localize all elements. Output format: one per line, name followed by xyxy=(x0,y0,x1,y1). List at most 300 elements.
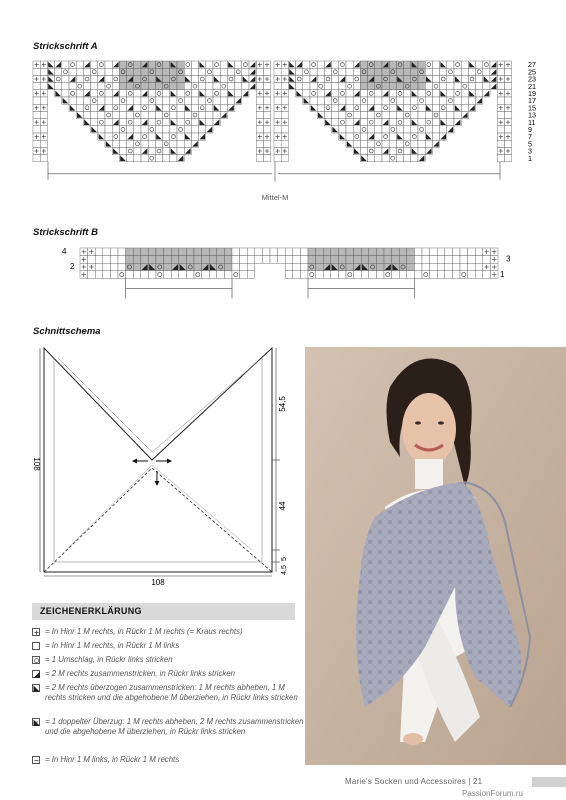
chart-cell xyxy=(454,97,461,104)
chart-cell xyxy=(476,75,483,82)
chart-cell xyxy=(353,126,360,133)
chart-cell xyxy=(339,97,346,104)
chart-cell xyxy=(396,126,403,133)
chart-cell xyxy=(83,68,90,75)
chart-cell xyxy=(170,111,177,118)
chart-cell xyxy=(184,61,191,68)
chart-cell xyxy=(76,75,83,82)
chart-cell xyxy=(437,271,445,279)
chart-cell xyxy=(360,119,367,126)
chart-cell xyxy=(227,97,234,104)
chart-cell xyxy=(177,90,184,97)
double-decrease-box-icon xyxy=(32,718,40,726)
chart-cell xyxy=(163,140,170,147)
chart-cell xyxy=(425,97,432,104)
chart-cell xyxy=(332,68,339,75)
chart-cell xyxy=(324,111,331,118)
chart-cell xyxy=(199,68,206,75)
chart-cell xyxy=(206,104,213,111)
chart-cell xyxy=(134,126,141,133)
chart-cell xyxy=(263,111,270,118)
chart-cell xyxy=(91,75,98,82)
chart-cell xyxy=(202,248,210,256)
chart-cell xyxy=(418,68,425,75)
chart-cell xyxy=(407,248,415,256)
chart-cell xyxy=(460,271,468,279)
chart-cell xyxy=(141,140,148,147)
chart-cell xyxy=(324,68,331,75)
chart-cell xyxy=(316,271,324,279)
chart-cell xyxy=(127,97,134,104)
chart-cell xyxy=(127,119,134,126)
chart-cell xyxy=(468,75,475,82)
chart-cell xyxy=(184,68,191,75)
schema-dim-right-bottom: 4,5 xyxy=(281,565,288,575)
chart-cell xyxy=(209,256,217,264)
chart-cell xyxy=(346,90,353,97)
chart-cell xyxy=(411,97,418,104)
plus-box-icon xyxy=(32,628,40,636)
chart-cell xyxy=(232,248,240,256)
chart-cell xyxy=(461,68,468,75)
chart-cell xyxy=(497,155,504,162)
chart-cell xyxy=(396,140,403,147)
chart-cell xyxy=(184,90,191,97)
chart-cell xyxy=(376,248,384,256)
arrow-down-icon xyxy=(155,471,160,486)
chart-cell xyxy=(310,83,317,90)
chart-cell xyxy=(170,104,177,111)
chart-cell xyxy=(411,83,418,90)
chart-cell xyxy=(202,256,210,264)
chart-cell xyxy=(389,68,396,75)
schema-inner-border-3 xyxy=(66,465,252,550)
chart-cell xyxy=(369,263,377,271)
schema-dim-left: 108 xyxy=(32,457,41,471)
chart-cell xyxy=(127,68,134,75)
chart-cell xyxy=(310,90,317,97)
chart-cell xyxy=(170,83,177,90)
chart-cell xyxy=(332,75,339,82)
chart-cell xyxy=(310,97,317,104)
legend-item-text: = 2 M rechts zusammenstricken, in Rückr links stricken xyxy=(45,669,235,678)
chart-cell xyxy=(468,83,475,90)
chart-cell xyxy=(148,271,156,279)
chart-cell xyxy=(179,271,187,279)
left-triangle-box-icon xyxy=(32,684,40,692)
chart-cell xyxy=(91,68,98,75)
chart-cell xyxy=(407,256,415,264)
chart-cell xyxy=(184,83,191,90)
chart-cell xyxy=(422,271,430,279)
chart-cell xyxy=(411,140,418,147)
chart-cell xyxy=(191,126,198,133)
chart-cell xyxy=(98,119,105,126)
chart-cell xyxy=(40,155,47,162)
chart-cell xyxy=(170,75,177,82)
chart-cell xyxy=(432,75,439,82)
row-number: 15 xyxy=(528,103,536,113)
chart-cell xyxy=(316,248,324,256)
chart-cell xyxy=(148,155,155,162)
schema-inner-border-2 xyxy=(54,358,262,562)
chart-cell xyxy=(112,83,119,90)
chart-cell xyxy=(76,90,83,97)
chart-cell xyxy=(346,271,354,279)
chart-cell xyxy=(206,97,213,104)
chart-cell xyxy=(62,75,69,82)
chart-cell xyxy=(382,140,389,147)
chart-cell xyxy=(396,111,403,118)
chart-cell xyxy=(425,111,432,118)
chart-cell xyxy=(133,271,141,279)
chart-cell xyxy=(392,256,400,264)
row-number: 1 xyxy=(528,153,532,163)
chart-cell xyxy=(360,140,367,147)
chart-cell xyxy=(323,256,331,264)
chart-cell xyxy=(432,97,439,104)
chart-cell xyxy=(170,68,177,75)
chart-cell xyxy=(483,271,491,279)
chart-cell xyxy=(293,256,301,264)
chart-cell xyxy=(346,119,353,126)
chart-cell xyxy=(368,61,375,68)
chart-cell xyxy=(461,83,468,90)
chart-cell xyxy=(105,75,112,82)
chart-cell xyxy=(155,90,162,97)
chart-cell xyxy=(156,263,164,271)
chart-cell xyxy=(134,155,141,162)
chart-cell xyxy=(354,248,362,256)
chart-cell xyxy=(384,248,392,256)
chart-cell xyxy=(148,126,155,133)
chart-cell xyxy=(235,90,242,97)
chart-cell xyxy=(411,126,418,133)
chart-cell xyxy=(256,111,263,118)
chart-cell xyxy=(177,61,184,68)
chart-cell xyxy=(163,61,170,68)
chart-cell xyxy=(206,111,213,118)
chart-cell xyxy=(346,256,354,264)
chart-cell xyxy=(368,126,375,133)
chart-cell xyxy=(468,97,475,104)
chart-cell xyxy=(418,75,425,82)
chart-cell xyxy=(240,271,248,279)
chart-cell xyxy=(148,68,155,75)
chart-cell xyxy=(148,104,155,111)
chart-cell xyxy=(177,97,184,104)
chart-cell xyxy=(369,256,377,264)
chart-cell xyxy=(440,126,447,133)
chart-cell xyxy=(206,68,213,75)
chart-cell xyxy=(134,97,141,104)
chart-cell xyxy=(346,83,353,90)
chart-cell xyxy=(504,97,511,104)
chart-cell xyxy=(418,97,425,104)
chart-cell xyxy=(430,248,438,256)
chart-cell xyxy=(141,75,148,82)
chart-cell xyxy=(418,83,425,90)
chart-cell xyxy=(461,97,468,104)
chart-cell xyxy=(127,83,134,90)
chart-cell xyxy=(354,271,362,279)
chart-cell xyxy=(95,263,103,271)
chart-cell xyxy=(105,90,112,97)
chart-cell xyxy=(404,133,411,140)
chart-cell xyxy=(338,248,346,256)
chart-cell xyxy=(293,263,301,271)
row-number: 17 xyxy=(528,96,536,106)
chart-cell xyxy=(296,83,303,90)
chart-cell xyxy=(191,83,198,90)
minus-box-icon xyxy=(32,756,40,764)
chart-cell xyxy=(119,97,126,104)
chart-cell xyxy=(112,68,119,75)
chart-cell xyxy=(360,133,367,140)
chart-cell xyxy=(404,104,411,111)
chart-cell xyxy=(119,61,126,68)
chart-cell xyxy=(91,119,98,126)
chart-cell xyxy=(69,97,76,104)
chart-cell xyxy=(447,75,454,82)
chart-cell xyxy=(468,271,476,279)
chart-cell xyxy=(141,248,149,256)
chart-cell xyxy=(316,263,324,271)
chart-cell xyxy=(454,68,461,75)
chart-cell xyxy=(98,83,105,90)
chart-cell xyxy=(375,147,382,154)
chart-cell xyxy=(220,90,227,97)
chart-cell xyxy=(497,97,504,104)
chart-cell xyxy=(376,271,384,279)
chart-cell xyxy=(105,61,112,68)
center-stitch-label: Mittel-M xyxy=(261,192,289,202)
chart-cell xyxy=(281,111,288,118)
chart-cell xyxy=(155,83,162,90)
chart-cell xyxy=(368,140,375,147)
chart-cell xyxy=(308,248,316,256)
chart-cell xyxy=(242,61,249,68)
chart-cell xyxy=(33,97,40,104)
chart-cell xyxy=(332,119,339,126)
chart-cell xyxy=(316,256,324,264)
chart-cell xyxy=(414,271,422,279)
chart-cell xyxy=(206,61,213,68)
chart-cell xyxy=(281,68,288,75)
chart-cell xyxy=(171,248,179,256)
chart-cell xyxy=(483,68,490,75)
chart-cell xyxy=(155,61,162,68)
chart-cell xyxy=(430,271,438,279)
chart-cell xyxy=(497,83,504,90)
chart-cell xyxy=(353,83,360,90)
chart-cell xyxy=(170,126,177,133)
chart-cell xyxy=(384,271,392,279)
chart-cell xyxy=(263,68,270,75)
chart-cell xyxy=(497,111,504,118)
chart-cell xyxy=(126,248,134,256)
chart-cell xyxy=(293,271,301,279)
chart-cell xyxy=(155,68,162,75)
chart-cell xyxy=(285,248,293,256)
schema-dim-right-small: 5 xyxy=(281,557,288,561)
chart-cell xyxy=(91,61,98,68)
chart-cell xyxy=(213,68,220,75)
chart-cell xyxy=(240,256,248,264)
row-number: 3 xyxy=(528,146,532,156)
chart-cell xyxy=(242,68,249,75)
chart-cell xyxy=(404,68,411,75)
arrow-left-icon xyxy=(132,459,148,464)
chart-cell xyxy=(407,263,415,271)
chart-cell xyxy=(119,68,126,75)
chart-cell xyxy=(118,256,126,264)
chart-cell xyxy=(164,256,172,264)
chart-cell xyxy=(422,263,430,271)
arrow-right-icon xyxy=(156,459,172,464)
chart-cell xyxy=(440,75,447,82)
legend-item-text: = In Hinr 1 M rechts, in Rückr 1 M links xyxy=(45,641,180,650)
chart-cell xyxy=(127,147,134,154)
chart-cell xyxy=(141,256,149,264)
chart-cell xyxy=(232,256,240,264)
chart-cell xyxy=(368,68,375,75)
chart-cell xyxy=(389,119,396,126)
chart-cell xyxy=(274,83,281,90)
chart-cell xyxy=(33,155,40,162)
chart-cell xyxy=(361,256,369,264)
chart-cell xyxy=(148,119,155,126)
chart-cell xyxy=(382,83,389,90)
chart-cell xyxy=(483,83,490,90)
chart-cell xyxy=(411,111,418,118)
chart-cell xyxy=(98,61,105,68)
chart-cell xyxy=(317,68,324,75)
chart-cell xyxy=(76,61,83,68)
chart-cell xyxy=(285,263,293,271)
chart-cell xyxy=(112,97,119,104)
chart-cell xyxy=(339,68,346,75)
chart-cell xyxy=(103,256,111,264)
chart-cell xyxy=(240,248,248,256)
chart-cell xyxy=(317,61,324,68)
chart-cell xyxy=(504,140,511,147)
chart-cell xyxy=(69,61,76,68)
chart-cell xyxy=(177,68,184,75)
chart-cell xyxy=(112,133,119,140)
chart-cell xyxy=(375,68,382,75)
chart-cell xyxy=(177,119,184,126)
chart-cell xyxy=(91,104,98,111)
chart-cell xyxy=(141,133,148,140)
chart-cell xyxy=(270,256,278,264)
chart-cell xyxy=(186,256,194,264)
chart-cell xyxy=(360,61,367,68)
chart-cell xyxy=(262,256,270,264)
chart-cell xyxy=(396,83,403,90)
chart-cell xyxy=(360,111,367,118)
chart-cell xyxy=(338,271,346,279)
chart-cell xyxy=(404,126,411,133)
chart-cell xyxy=(83,75,90,82)
chart-cell xyxy=(389,90,396,97)
chart-cell xyxy=(177,104,184,111)
chart-cell xyxy=(432,61,439,68)
chart-cell xyxy=(119,111,126,118)
chart-cell xyxy=(454,83,461,90)
chart-cell xyxy=(103,263,111,271)
chart-cell xyxy=(256,155,263,162)
row-number: 2 xyxy=(70,262,75,272)
chart-cell xyxy=(148,147,155,154)
chart-cell xyxy=(475,256,483,264)
chart-cell xyxy=(353,133,360,140)
chart-cell xyxy=(155,111,162,118)
chart-cell xyxy=(199,126,206,133)
chart-cell xyxy=(418,119,425,126)
chart-cell xyxy=(247,256,255,264)
chart-cell xyxy=(389,147,396,154)
chart-cell xyxy=(274,97,281,104)
chart-cell xyxy=(112,111,119,118)
chart-cell xyxy=(497,126,504,133)
chart-cell xyxy=(353,75,360,82)
chart-cell xyxy=(177,126,184,133)
chart-cell xyxy=(418,104,425,111)
chart-cell xyxy=(468,68,475,75)
chart-cell xyxy=(134,111,141,118)
chart-cell xyxy=(33,140,40,147)
chart-cell xyxy=(177,111,184,118)
chart-cell xyxy=(389,126,396,133)
row-number: 21 xyxy=(528,81,536,91)
chart-cell xyxy=(432,119,439,126)
chart-cell xyxy=(191,75,198,82)
chart-cell xyxy=(300,256,308,264)
chart-cell xyxy=(83,111,90,118)
chart-cell xyxy=(163,68,170,75)
chart-cell xyxy=(91,83,98,90)
chart-cell xyxy=(404,97,411,104)
chart-cell xyxy=(447,83,454,90)
chart-cell xyxy=(202,271,210,279)
chart-cell xyxy=(497,140,504,147)
chart-cell xyxy=(432,83,439,90)
chart-cell xyxy=(141,97,148,104)
chart-cell xyxy=(440,83,447,90)
chart-cell xyxy=(440,111,447,118)
schema-dim-right-mid: 44 xyxy=(278,501,287,511)
chart-cell xyxy=(191,90,198,97)
chart-cell xyxy=(445,248,453,256)
chart-cell xyxy=(396,68,403,75)
chart-cell xyxy=(88,256,96,264)
chart-cell xyxy=(134,90,141,97)
chart-cell xyxy=(217,248,225,256)
schema-dim-right-top: 54,5 xyxy=(278,396,287,412)
chart-cell xyxy=(396,90,403,97)
chart-cell xyxy=(220,68,227,75)
chart-cell xyxy=(460,263,468,271)
chart-cell xyxy=(103,248,111,256)
chart-cell xyxy=(262,248,270,256)
chart-cell xyxy=(76,104,83,111)
chart-cell xyxy=(452,256,460,264)
chart-cell xyxy=(300,248,308,256)
chart-cell xyxy=(285,271,293,279)
chart-cell xyxy=(360,75,367,82)
chart-cell xyxy=(255,248,263,256)
